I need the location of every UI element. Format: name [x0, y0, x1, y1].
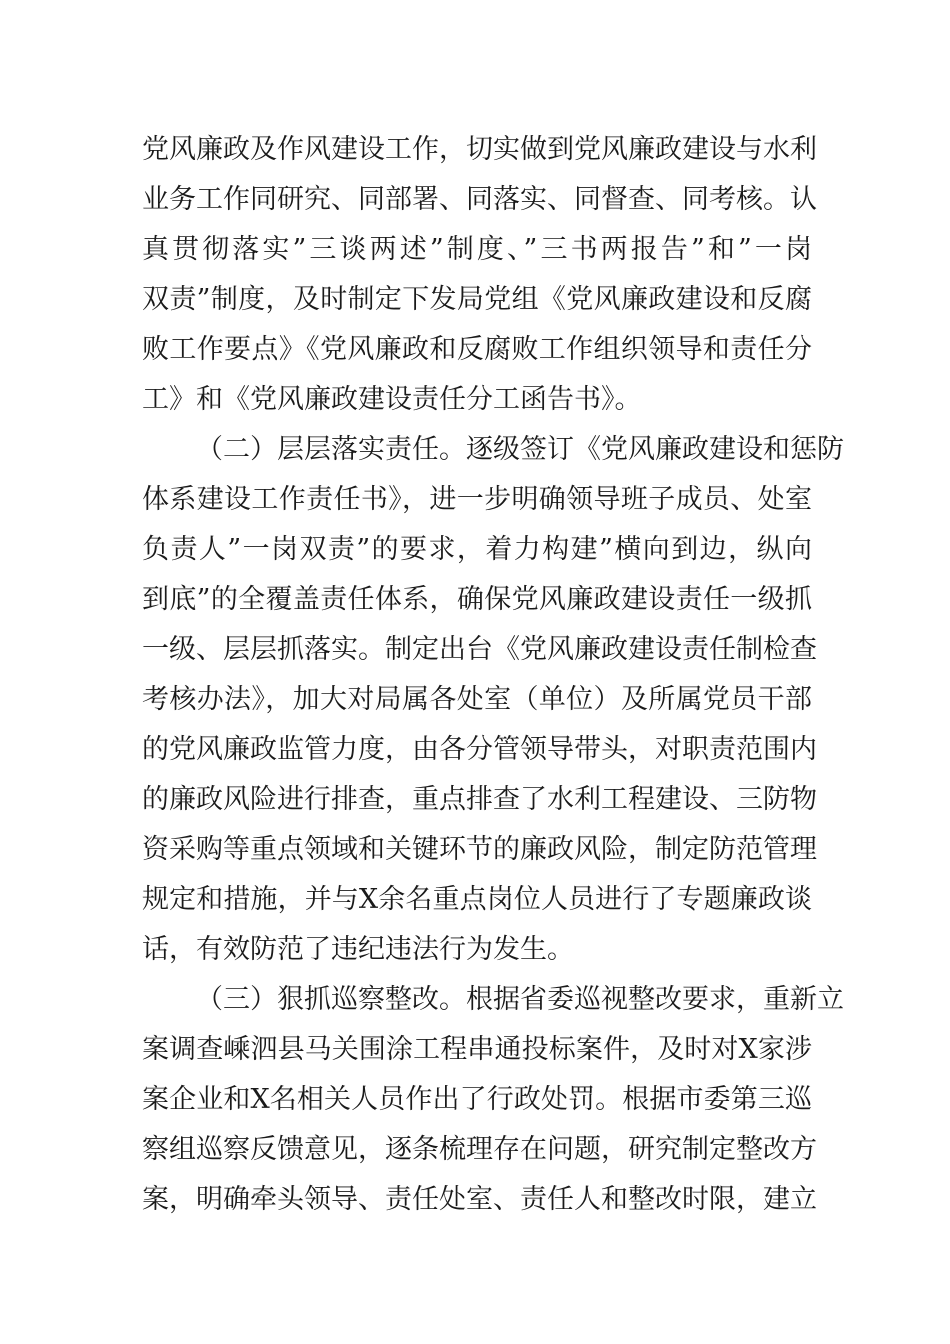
text-line: 话，有效防范了违纪违法行为发生。	[142, 934, 574, 965]
text-line: 的党风廉政监管力度，由各分管领导带头，对职责范围内	[142, 734, 817, 765]
text-line: 案企业和X名相关人员作出了行政处罚。根据市委第三巡	[142, 1084, 812, 1115]
text-line: 真贯彻落实”三谈两述”制度、”三书两报告”和”一岗	[142, 234, 812, 265]
text-line: 一级、层层抓落实。制定出台《党风廉政建设责任制检查	[142, 634, 817, 665]
paragraph-start-line: （三）狠抓巡察整改。根据省委巡视整改要求，重新立	[196, 984, 844, 1015]
text-line: 察组巡察反馈意见，逐条梳理存在问题，研究制定整改方	[142, 1134, 817, 1165]
text-line: 到底”的全覆盖责任体系，确保党风廉政建设责任一级抓	[142, 584, 812, 615]
text-line: 负责人”一岗双责”的要求，着力构建”横向到边，纵向	[142, 534, 812, 565]
text-line: 的廉政风险进行排查，重点排查了水利工程建设、三防物	[142, 784, 817, 815]
text-line: 败工作要点》《党风廉政和反腐败工作组织领导和责任分	[142, 334, 812, 365]
text-line: 案调查嵊泗县马关围涂工程串通投标案件，及时对X家涉	[142, 1034, 812, 1065]
text-line: 案，明确牵头领导、责任处室、责任人和整改时限，建立	[142, 1184, 817, 1215]
text-line: 体系建设工作责任书》，进一步明确领导班子成员、处室	[142, 484, 812, 515]
text-line: 双责”制度，及时制定下发局党组《党风廉政建设和反腐	[142, 284, 812, 315]
text-line: 党风廉政及作风建设工作，切实做到党风廉政建设与水利	[142, 134, 817, 165]
text-line: 资采购等重点领域和关键环节的廉政风险，制定防范管理	[142, 834, 817, 865]
text-line: 工》和《党风廉政建设责任分工函告书》。	[142, 384, 642, 415]
text-line: 考核办法》，加大对局属各处室（单位）及所属党员干部	[142, 684, 812, 715]
text-line: 规定和措施，并与X余名重点岗位人员进行了专题廉政谈	[142, 884, 812, 915]
paragraph-start-line: （二）层层落实责任。逐级签订《党风廉政建设和惩防	[196, 434, 844, 465]
text-line: 业务工作同研究、同部署、同落实、同督查、同考核。认	[142, 184, 817, 215]
